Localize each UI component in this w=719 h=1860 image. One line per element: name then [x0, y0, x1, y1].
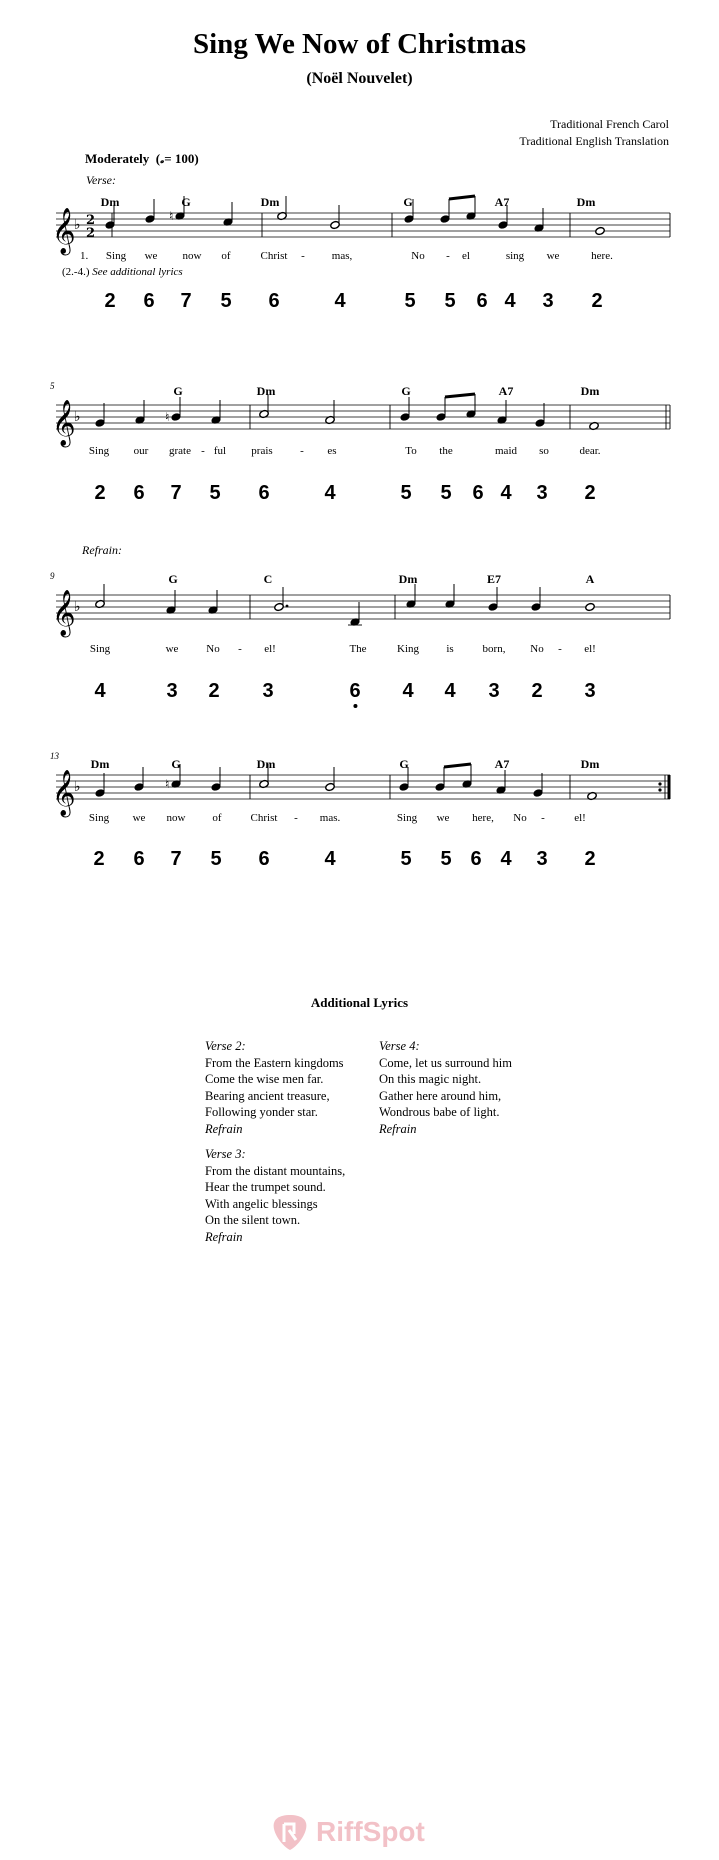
measure-number: 13: [50, 751, 59, 761]
note-head: [95, 788, 105, 797]
note-head: [274, 602, 284, 611]
lyric-syllable: Sing: [88, 445, 110, 457]
tempo-bpm: = 100: [164, 151, 195, 166]
lyric-syllable: mas,: [331, 250, 353, 262]
harmonica-hole-number: 2: [591, 290, 603, 312]
tempo-label: Moderately: [85, 151, 150, 166]
lyric-syllable: born,: [482, 643, 506, 655]
harmonica-hole-number: 6: [472, 482, 484, 504]
natural-sign-icon: ♮: [165, 777, 170, 791]
note-head: [445, 599, 455, 608]
harmonica-hole-number: 3: [536, 482, 548, 504]
note-head: [406, 599, 416, 608]
chord-symbol: C: [263, 572, 273, 586]
lyric-syllable: Sing: [396, 812, 418, 824]
lyric-syllable: No: [411, 250, 425, 262]
harmonica-hole-number: 5: [400, 848, 412, 870]
additional-note-text: See additional lyrics: [92, 266, 183, 278]
lyric-syllable: we: [165, 643, 179, 655]
note-head: [400, 412, 410, 421]
harmonica-hole-number: 4: [94, 680, 106, 702]
harmonica-hole-number: 4: [402, 680, 414, 702]
measure-number: 5: [50, 381, 55, 391]
lyric-syllable: Christ: [260, 250, 288, 262]
harmonica-hole-number: 6: [258, 482, 270, 504]
chord-symbol: Dm: [256, 757, 276, 771]
harmonica-hole-number: 4: [324, 482, 336, 504]
harmonica-hole-number: 6: [476, 290, 488, 312]
note-head: [589, 421, 599, 430]
harmonica-hole-number: 7: [180, 290, 192, 312]
harmonica-hole-number: 6: [268, 290, 280, 312]
lyric-line: From the Eastern kingdoms: [205, 1055, 344, 1070]
harmonica-hole-number: 3: [488, 680, 500, 702]
lyric-syllable: prais: [251, 445, 273, 457]
chord-symbol: G: [401, 384, 411, 398]
harmonica-hole-number: 2: [93, 848, 105, 870]
verse-2-label: Verse 2:: [205, 1039, 246, 1053]
verse-label: Verse:: [86, 173, 116, 187]
watermark-text: RiffSpot: [316, 1816, 425, 1847]
note-head: [587, 791, 597, 800]
note-head: [95, 418, 105, 427]
measure-number: 9: [50, 571, 55, 581]
chord-symbol: A7: [498, 384, 514, 398]
chord-symbol: G: [399, 757, 409, 771]
chord-symbol: G: [173, 384, 183, 398]
lyric-syllable: -: [294, 812, 298, 824]
harmonica-hole-number: 5: [220, 290, 232, 312]
lyric-syllable: is: [446, 643, 454, 655]
harmonica-hole-number: 5: [404, 290, 416, 312]
refrain-cue: Refrain: [379, 1121, 417, 1136]
harmonica-hole-number: 5: [444, 290, 456, 312]
additional-lyrics-note: [62, 266, 183, 278]
lyric-line: Bearing ancient treasure,: [205, 1088, 330, 1103]
note-head: [534, 223, 544, 232]
harmonica-hole-number: 4: [334, 290, 346, 312]
note-head: [533, 788, 543, 797]
note-head: [535, 418, 545, 427]
note-head: [171, 412, 181, 421]
lyric-syllable: King: [397, 643, 419, 655]
credit-origin: Traditional French Carol: [550, 117, 669, 131]
treble-clef-icon: 𝄞: [52, 770, 76, 816]
verse-3-label: Verse 3:: [205, 1147, 246, 1161]
chord-symbol: A7: [494, 757, 510, 771]
refrain-cue: Refrain: [205, 1229, 243, 1244]
harmonica-hole-number: 5: [400, 482, 412, 504]
harmonica-hole-number: 4: [444, 680, 456, 702]
note-head: [259, 779, 269, 788]
lyric-syllable: we: [132, 812, 146, 824]
harmonica-hole-number: 2: [584, 482, 596, 504]
harmonica-hole-number: 2: [208, 680, 220, 702]
note-head: [462, 779, 472, 788]
harmonica-hole-number: 2: [531, 680, 543, 702]
note-head: [105, 220, 115, 229]
note-head: [404, 214, 414, 223]
dot-icon: [286, 605, 289, 608]
lyric-syllable: el!: [584, 643, 596, 655]
lyric-syllable: here,: [472, 812, 494, 824]
note-head: [211, 782, 221, 791]
chord-symbol: Dm: [256, 384, 276, 398]
note-head: [211, 415, 221, 424]
time-signature-bottom: 2: [86, 226, 96, 241]
lyric-syllable: No: [513, 812, 527, 824]
note-head: [166, 605, 176, 614]
lyric-syllable: -: [300, 445, 304, 457]
harmonica-hole-number: 4: [324, 848, 336, 870]
harmonica-hole-number: 7: [170, 848, 182, 870]
chord-symbol: Dm: [260, 195, 280, 209]
chord-symbol: Dm: [576, 195, 596, 209]
treble-clef-icon: 𝄞: [52, 400, 76, 446]
note-head: [135, 415, 145, 424]
lyric-syllable: mas.: [319, 812, 341, 824]
refrain-cue: Refrain: [205, 1121, 243, 1136]
beam: [444, 764, 471, 767]
natural-sign-icon: ♮: [165, 410, 170, 424]
harmonica-hole-number: 6: [133, 848, 145, 870]
harmonica-hole-number: 7: [170, 482, 182, 504]
lyric-syllable: now: [182, 250, 202, 262]
lyric-syllable: ful: [213, 445, 227, 457]
lyric-syllable: -: [541, 812, 545, 824]
lyric-line: Gather here around him,: [379, 1088, 502, 1103]
lyric-syllable: Christ: [250, 812, 278, 824]
note-head: [223, 217, 233, 226]
chord-symbol: Dm: [580, 757, 600, 771]
natural-sign-icon: ♮: [169, 209, 174, 223]
lyric-syllable: -: [301, 250, 305, 262]
note-head: [497, 415, 507, 424]
page-title: Sing We Now of Christmas: [193, 28, 526, 60]
harmonica-hole-number: 2: [584, 848, 596, 870]
lyric-line: From the distant mountains,: [205, 1163, 346, 1178]
lyric-line: Come, let us surround him: [379, 1055, 512, 1070]
key-signature-flat-icon: ♭: [74, 409, 81, 425]
lyric-syllable: -: [201, 445, 205, 457]
lyric-syllable: our: [133, 445, 149, 457]
harmonica-hole-number: 6: [349, 680, 360, 703]
harmonica-hole-number: 4: [504, 290, 516, 312]
chord-symbol: G: [168, 572, 178, 586]
beam: [445, 394, 475, 397]
chord-symbol: Dm: [100, 195, 120, 209]
harmonica-hole-number: 2: [94, 482, 106, 504]
lyric-syllable: Sing: [89, 643, 111, 655]
harmonica-hole-number: 3: [584, 680, 596, 702]
key-signature-flat-icon: ♭: [74, 217, 81, 233]
repeat-dot: [658, 782, 661, 785]
note-head: [531, 602, 541, 611]
lyric-syllable: No: [206, 643, 220, 655]
lyric-line: Hear the trumpet sound.: [205, 1180, 326, 1194]
chord-symbol: G: [171, 757, 181, 771]
chord-symbol: E7: [486, 572, 502, 586]
note-head: [466, 211, 476, 220]
lyric-line: On this magic night.: [379, 1072, 482, 1086]
harmonica-hole-number: 4: [500, 482, 512, 504]
harmonica-hole-number: 5: [210, 848, 222, 870]
lyric-syllable: el!: [264, 643, 276, 655]
lyric-syllable: maid: [495, 445, 517, 457]
harmonica-hole-number: 6: [133, 482, 145, 504]
note-head: [350, 617, 360, 626]
chord-symbol: A: [585, 572, 595, 586]
lyric-syllable: dear.: [579, 445, 601, 457]
lyric-syllable: The: [349, 643, 367, 655]
verse-4-label: Verse 4:: [379, 1039, 420, 1053]
chord-symbol: Dm: [90, 757, 110, 771]
harmonica-hole-number: 6: [470, 848, 482, 870]
chord-symbol: A7: [494, 195, 510, 209]
harmonica-hole-number: 3: [542, 290, 554, 312]
note-head: [277, 211, 287, 220]
lyric-syllable: we: [144, 250, 158, 262]
lyric-line: With angelic blessings: [205, 1196, 318, 1211]
harmonica-hole-number: 6: [143, 290, 155, 312]
key-signature-flat-icon: ♭: [74, 779, 81, 795]
lyric-syllable: el: [462, 250, 470, 262]
harmonica-hole-number: 2: [104, 290, 116, 312]
lyric-syllable: we: [546, 250, 560, 262]
note-head: [171, 779, 181, 788]
lyric-syllable: Sing: [88, 812, 110, 824]
note-head: [436, 412, 446, 421]
lyric-syllable: Sing: [105, 250, 127, 262]
note-head: [498, 220, 508, 229]
verse-4-block: [379, 1038, 512, 1137]
lyric-syllable: sing: [505, 250, 525, 262]
note-head: [435, 782, 445, 791]
lyric-syllable: of: [221, 250, 231, 262]
lyric-syllable: -: [446, 250, 450, 262]
note-head: [259, 409, 269, 418]
lyric-syllable: the: [439, 445, 453, 457]
tempo-note-icon: (𝅗: [152, 151, 165, 166]
note-head: [488, 602, 498, 611]
time-signature-top: 2: [86, 213, 96, 228]
note-head: [466, 409, 476, 418]
verse-2-block: [205, 1038, 344, 1137]
note-head: [325, 782, 335, 791]
harmonica-hole-number: 5: [440, 482, 452, 504]
treble-clef-icon: 𝄞: [52, 208, 76, 254]
lyric-syllable: -: [558, 643, 562, 655]
note-head: [95, 599, 105, 608]
page-subtitle: (Noël Nouvelet): [306, 70, 413, 87]
note-head: [585, 602, 595, 611]
lyric-syllable: we: [436, 812, 450, 824]
note-head: [399, 782, 409, 791]
note-head: [175, 211, 185, 220]
repeat-dot: [658, 788, 661, 791]
lyric-syllable: el!: [574, 812, 586, 824]
dot-icon: [353, 704, 357, 708]
note-head: [440, 214, 450, 223]
lyric-syllable: now: [166, 812, 186, 824]
note-head: [325, 415, 335, 424]
lyric-line: On the silent town.: [205, 1213, 301, 1227]
lyric-syllable: here.: [591, 250, 613, 262]
refrain-label: Refrain:: [82, 543, 122, 557]
lyric-syllable: No: [530, 643, 544, 655]
tempo-marking: Moderately (𝅗= 100): [85, 151, 199, 166]
lyric-syllable: To: [405, 445, 417, 457]
lyric-syllable: -: [238, 643, 242, 655]
verse-3-block: [205, 1146, 345, 1245]
chord-symbol: G: [403, 195, 413, 209]
key-signature-flat-icon: ♭: [74, 599, 81, 615]
treble-clef-icon: 𝄞: [52, 590, 76, 636]
harmonica-hole-number: 6: [258, 848, 270, 870]
additional-lyrics-title: Additional Lyrics: [310, 995, 409, 1010]
lyric-syllable: grate: [169, 445, 191, 457]
chord-symbol: G: [181, 195, 191, 209]
lyric-syllable: of: [212, 812, 222, 824]
guitar-pick-icon: [270, 1812, 310, 1852]
note-head: [134, 782, 144, 791]
harmonica-hole-number: 4: [500, 848, 512, 870]
harmonica-hole-number: 3: [262, 680, 274, 702]
note-head: [208, 605, 218, 614]
credit-translation: Traditional English Translation: [519, 134, 669, 148]
harmonica-hole-number: 3: [166, 680, 178, 702]
harmonica-hole-number: 5: [209, 482, 221, 504]
verse-number: 1.: [80, 250, 89, 262]
lyric-line: Wondrous babe of light.: [379, 1105, 500, 1119]
lyric-line: Following yonder star.: [205, 1105, 318, 1119]
lyric-syllable: es: [327, 445, 337, 457]
riffspot-logo: [270, 1812, 460, 1852]
chord-symbol: Dm: [580, 384, 600, 398]
beam: [449, 196, 475, 199]
note-head: [330, 220, 340, 229]
lyric-syllable: so: [539, 445, 549, 457]
harmonica-hole-number: 5: [440, 848, 452, 870]
lyric-line: Come the wise men far.: [205, 1072, 324, 1086]
harmonica-hole-number: 3: [536, 848, 548, 870]
additional-note-prefix: (2.-4.): [62, 266, 90, 278]
note-head: [496, 785, 506, 794]
note-head: [145, 214, 155, 223]
note-head: [595, 226, 605, 235]
chord-symbol: Dm: [398, 572, 418, 586]
